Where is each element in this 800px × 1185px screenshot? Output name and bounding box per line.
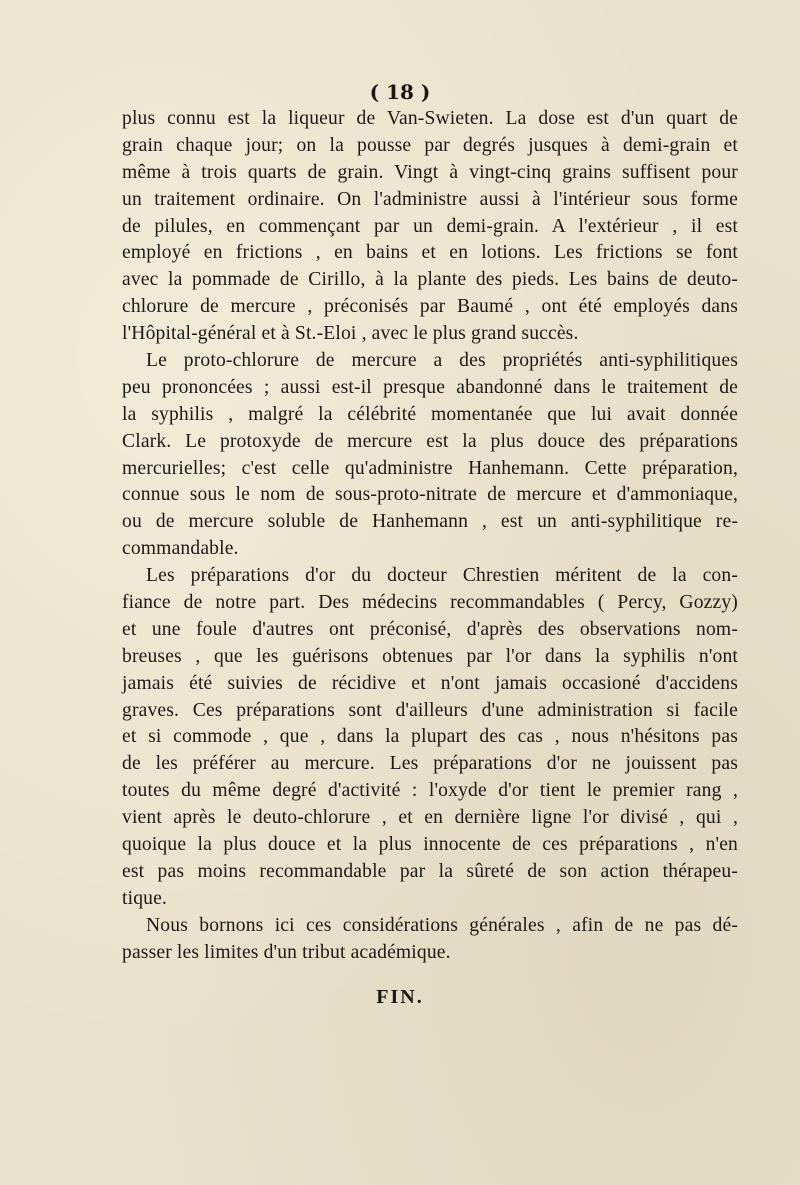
text-line: fiance de notre part. Des médecins recommandables ( Percy, Gozzy) bbox=[122, 592, 738, 614]
text-line: l'Hôpital-général et à St.-Eloi , avec le plus grand succès. bbox=[122, 323, 579, 345]
text-line: Nous bornons ici ces considérations générales , afin de ne pas dé- bbox=[146, 914, 738, 936]
text-line: Le proto-chlorure de mercure a des propriétés anti-syphilitiques bbox=[146, 350, 738, 372]
text-line: et si commode , que , dans la plupart des cas , nous n'hésitons pas bbox=[122, 726, 738, 748]
text-line: tique. bbox=[122, 887, 167, 909]
paragraph bbox=[122, 348, 738, 563]
text-line: chlorure de mercure , préconisés par Baumé , ont été employés dans bbox=[122, 296, 738, 318]
body-text bbox=[122, 106, 738, 967]
text-line: ou de mercure soluble de Hanhemann , est un anti-syphilitique re- bbox=[122, 511, 738, 533]
paragraph bbox=[122, 563, 738, 913]
text-line: un traitement ordinaire. On l'administre aussi à l'intérieur sous forme bbox=[122, 188, 738, 210]
text-line: et une foule d'autres ont préconisé, d'après des observations nom- bbox=[122, 618, 738, 640]
page-number: ( 18 ) bbox=[369, 80, 431, 104]
text-line: de pilules, en commençant par un demi-grain. A l'extérieur , il est bbox=[122, 215, 738, 237]
text-line: Les préparations d'or du docteur Chrestien méritent de la con- bbox=[146, 565, 738, 587]
text-line: de les préférer au mercure. Les préparations d'or ne jouissent pas bbox=[122, 753, 738, 775]
text-line: est pas moins recommandable par la sûreté de son action thérapeu- bbox=[122, 860, 738, 882]
paragraph bbox=[122, 106, 738, 348]
text-line: commandable. bbox=[122, 538, 239, 560]
text-line: vient après le deuto-chlorure , et en dernière ligne l'or divisé , qui , bbox=[122, 807, 738, 829]
text-line: jamais été suivies de récidive et n'ont jamais occasioné d'accidens bbox=[122, 672, 738, 694]
text-line: mercurielles; c'est celle qu'administre Hanhemann. Cette préparation, bbox=[122, 457, 738, 479]
text-line: connue sous le nom de sous-proto-nitrate de mercure et d'ammoniaque, bbox=[122, 484, 738, 506]
text-line: breuses , que les guérisons obtenues par l'or dans la syphilis n'ont bbox=[122, 645, 738, 667]
text-line: employé en frictions , en bains et en lotions. Les frictions se font bbox=[122, 242, 738, 264]
text-line: la syphilis , malgré la célébrité momentanée que lui avait donnée bbox=[122, 403, 738, 425]
text-line: plus connu est la liqueur de Van-Swieten. La dose est d'un quart de bbox=[122, 108, 738, 129]
text-line: même à trois quarts de grain. Vingt à vingt-cinq grains suffisent pour bbox=[122, 161, 738, 183]
paragraph bbox=[122, 913, 738, 967]
text-line: avec la pommade de Cirillo, à la plante des pieds. Les bains de deuto- bbox=[122, 269, 738, 291]
text-line: graves. Ces préparations sont d'ailleurs d'une administration si facile bbox=[122, 699, 738, 721]
text-line: passer les limites d'un tribut académique. bbox=[122, 941, 451, 963]
text-line: grain chaque jour; on la pousse par degrés jusques à demi-grain et bbox=[122, 134, 738, 156]
text-line: Clark. Le protoxyde de mercure est la plus douce des préparations bbox=[122, 430, 738, 452]
end-mark: FIN. bbox=[376, 986, 424, 1008]
text-line: quoique la plus douce et la plus innocente de ces préparations , n'en bbox=[122, 834, 738, 856]
text-line: toutes du même degré d'activité : l'oxyde d'or tient le premier rang , bbox=[122, 780, 738, 802]
text-line: peu prononcées ; aussi est-il presque abandonné dans le traitement de bbox=[122, 376, 738, 398]
